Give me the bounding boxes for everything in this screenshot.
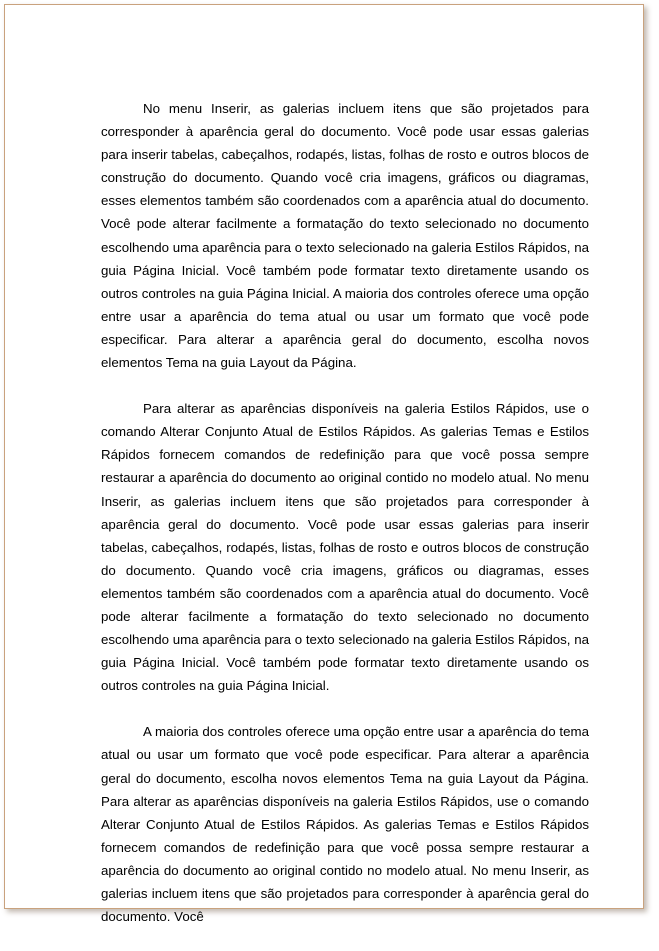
document-page	[4, 4, 644, 925]
paragraph-3[interactable]: A maioria dos controles oferece uma opção entre usar a aparência do tema atual ou usar um formato que você pode especificar. Para alterar a aparência geral do documento, escolha novos elementos Tema na guia Layout da Página. Para alterar as aparências disponíveis na galeria Estilos Rápidos, use o comando Alterar Conjunto Atual de Estilos Rápidos. As galerias Temas e Estilos Rápidos fornecem comandos de redefinição para que você possa sempre restaurar a aparência do documento ao original contido no modelo atual. No menu Inserir, as galerias incluem itens que são projetados para corresponder à aparência geral do documento. Você	[101, 724, 589, 925]
paragraph-2[interactable]: Para alterar as aparências disponíveis na galeria Estilos Rápidos, use o comando Alterar Conjunto Atual de Estilos Rápidos. As galerias Temas e Estilos Rápidos fornecem comandos de redefinição para que você possa sempre restaurar a aparência do documento ao original contido no modelo atual. No menu Inserir, as galerias incluem itens que são projetados para corresponder à aparência geral do documento. Você pode usar essas galerias para inserir tabelas, cabeçalhos, rodapés, listas, folhas de rosto e outros blocos de construção do documento. Quando você cria imagens, gráficos ou diagramas, esses elementos também são coordenados com a aparência atual do documento. Você pode alterar facilmente a formatação do texto selecionado no documento escolhendo uma aparência para o texto selecionado na galeria Estilos Rápidos, na guia Página Inicial. Você também pode formatar texto diretamente usando os outros controles na guia Página Inicial.	[101, 401, 589, 694]
document-body[interactable]	[101, 97, 589, 951]
paragraph-1[interactable]: No menu Inserir, as galerias incluem itens que são projetados para corresponder à aparência geral do documento. Você pode usar essas galerias para inserir tabelas, cabeçalhos, rodapés, listas, folhas de rosto e outros blocos de construção do documento. Quando você cria imagens, gráficos ou diagramas, esses elementos também são coordenados com a aparência atual do documento. Você pode alterar facilmente a formatação do texto selecionado no documento escolhendo uma aparência para o texto selecionado na galeria Estilos Rápidos, na guia Página Inicial. Você também pode formatar texto diretamente usando os outros controles na guia Página Inicial. A maioria dos controles oferece uma opção entre usar a aparência do tema atual ou usar um formato que você pode especificar. Para alterar a aparência geral do documento, escolha novos elementos Tema na guia Layout da Página.	[101, 101, 589, 371]
